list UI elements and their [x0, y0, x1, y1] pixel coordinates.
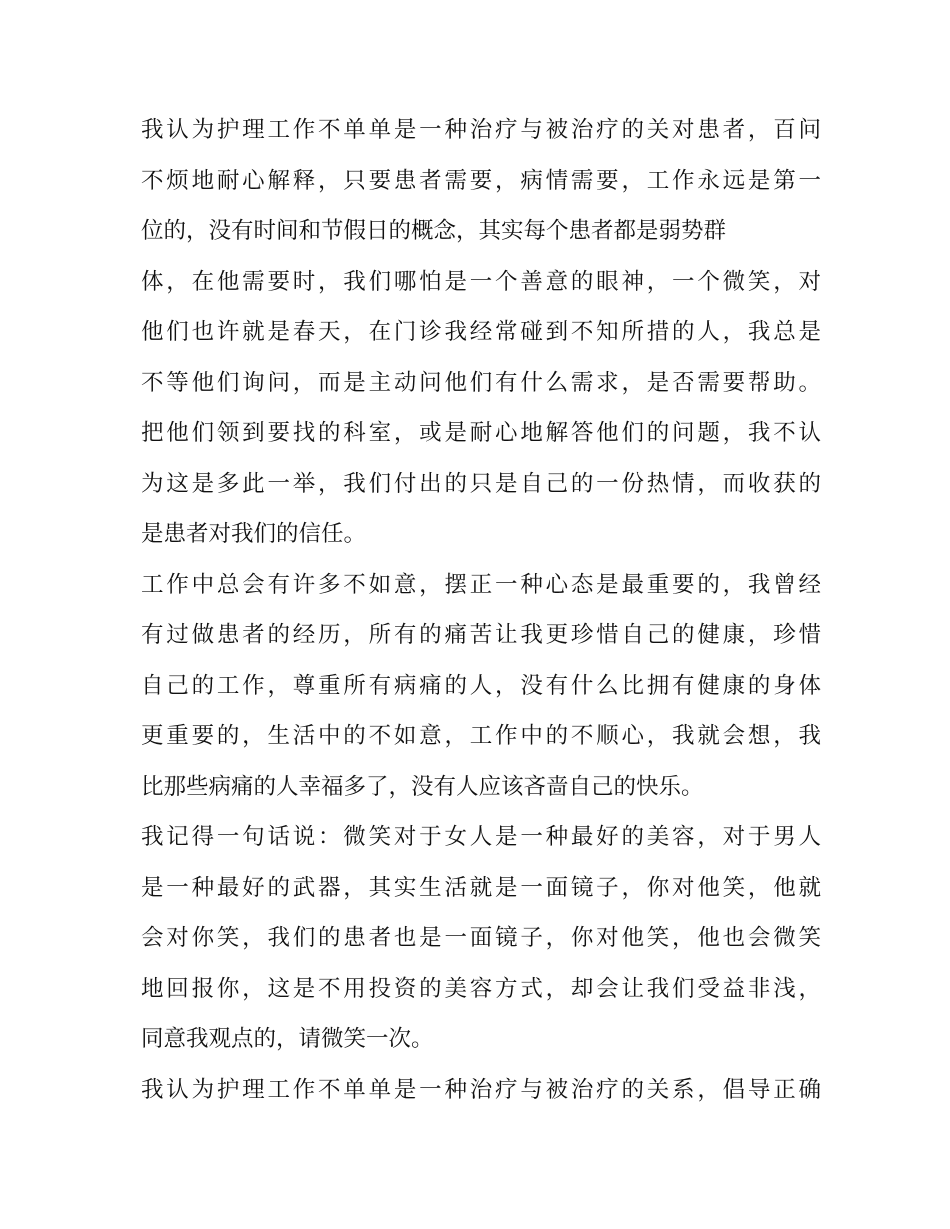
text-line: 我记得一句话说：微笑对于女人是一种最好的美容，对于男人	[141, 824, 821, 850]
text-line: 我认为护理工作不单单是一种治疗与被治疗的关对患者，百问	[141, 117, 821, 143]
text-line: 更重要的，生活中的不如意，工作中的不顺心，我就会想，我	[141, 723, 821, 749]
text-line: 不烦地耐心解释，只要患者需要，病情需要，工作永远是第一	[141, 168, 821, 194]
text-line: 自己的工作，尊重所有病痛的人，没有什么比拥有健康的身体	[141, 673, 821, 699]
text-line: 有过做患者的经历，所有的痛苦让我更珍惜自己的健康，珍惜	[141, 622, 821, 648]
text-line: 会对你笑，我们的患者也是一面镜子，你对他笑，他也会微笑	[141, 925, 821, 951]
text-line: 不等他们询问，而是主动问他们有什么需求，是否需要帮助。	[141, 370, 821, 396]
text-line: 工作中总会有许多不如意，摆正一种心态是最重要的，我曾经	[141, 572, 821, 598]
text-line: 体，在他需要时，我们哪怕是一个善意的眼神，一个微笑，对	[141, 269, 821, 295]
text-line: 同意我观点的，请微笑一次。	[141, 1026, 434, 1052]
text-line: 是患者对我们的信任。	[141, 521, 367, 547]
text-line: 地回报你，这是不用投资的美容方式，却会让我们受益非浅，	[141, 976, 821, 1002]
text-line: 是一种最好的武器，其实生活就是一面镜子，你对他笑，他就	[141, 875, 821, 901]
text-line: 比那些病痛的人幸福多了，没有人应该吝啬自己的快乐。	[141, 774, 704, 800]
text-line: 把他们领到要找的科室，或是耐心地解答他们的问题，我不认	[141, 420, 821, 446]
text-line: 我认为护理工作不单单是一种治疗与被治疗的关系，倡导正确	[141, 1077, 821, 1103]
text-line: 位的，没有时间和节假日的概念，其实每个患者都是弱势群	[141, 218, 727, 244]
text-line: 他们也许就是春天，在门诊我经常碰到不知所措的人，我总是	[141, 319, 821, 345]
text-line: 为这是多此一举，我们付出的只是自己的一份热情，而收获的	[141, 471, 821, 497]
